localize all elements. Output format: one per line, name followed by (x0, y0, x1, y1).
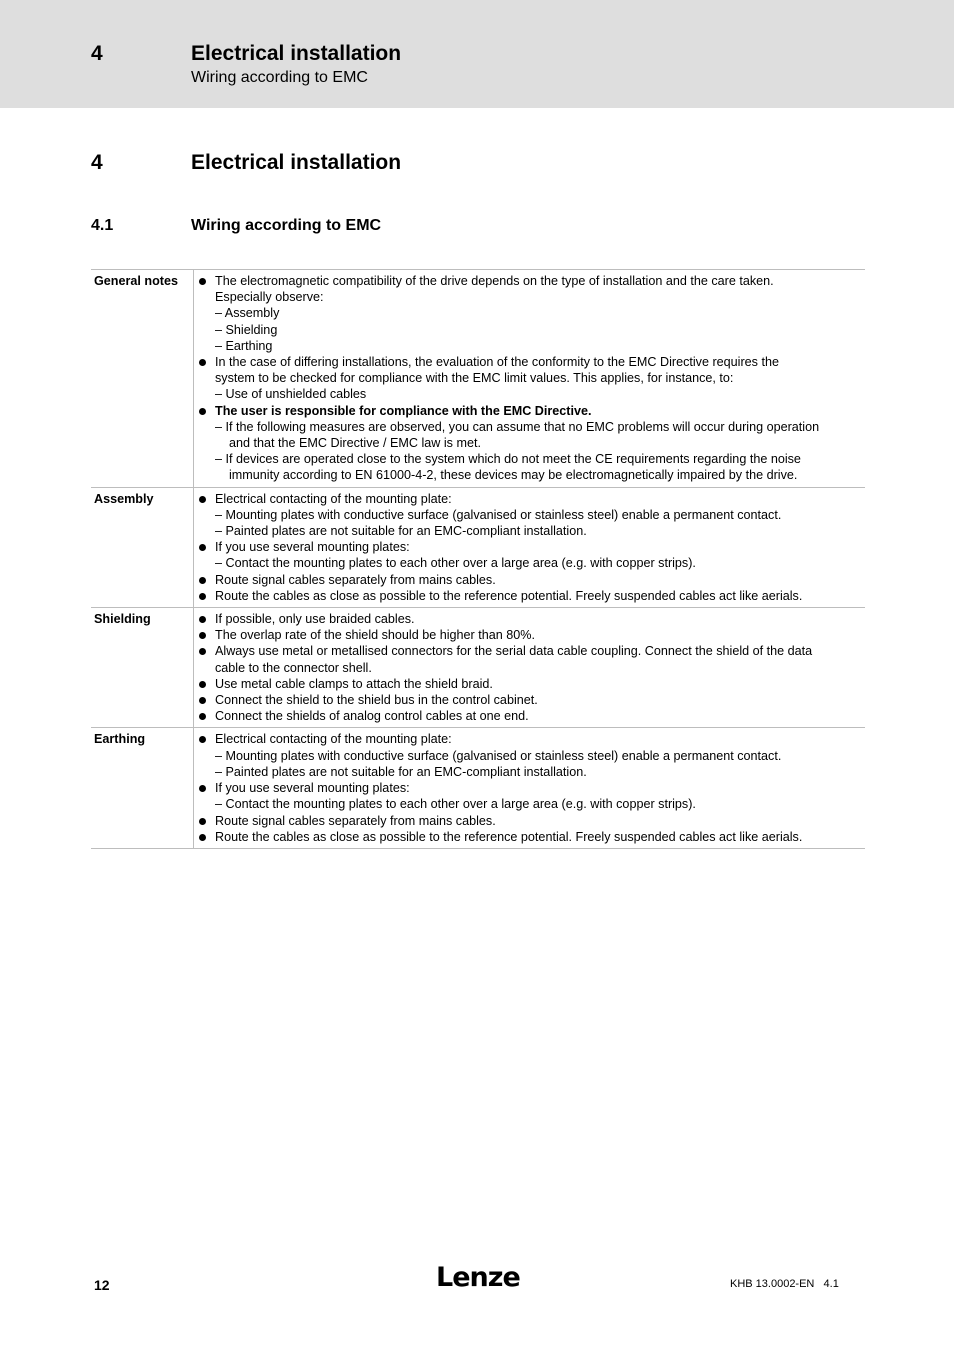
lenze-logo: Lenze (436, 1262, 520, 1293)
list-item: Connect the shield to the shield bus in the control cabinet. (197, 692, 865, 708)
list-item: Route the cables as close as possible to the reference potential. Freely suspended cables act like aerials. (197, 588, 865, 604)
row-label: Earthing (91, 728, 194, 848)
row-label: General notes (91, 270, 194, 488)
list-item: – If the following measures are observed, you can assume that no EMC problems will occur during operation (215, 419, 820, 434)
list-item: – Contact the mounting plates to each other over a large area (e.g. with copper strips). (215, 556, 696, 571)
list-item: Route signal cables separately from mains cables. (197, 572, 865, 588)
list-item: If possible, only use braided cables. (197, 611, 865, 627)
table-row (91, 487, 865, 607)
list-item: immunity according to EN 61000-4-2, these devices may be electromagnetically impaired by the drive. (229, 468, 798, 483)
list-item: Route signal cables separately from mains cables. (197, 813, 865, 829)
list-item: In the case of differing installations, the evaluation of the conformity to the EMC Directive requires the (197, 354, 865, 370)
page-header (0, 0, 954, 108)
list-item: and that the EMC Directive / EMC law is met. (229, 436, 481, 451)
emc-table (91, 269, 865, 849)
table-row (91, 270, 865, 488)
document-reference: KHB 13.0002-EN 4.1 (730, 1278, 839, 1290)
list-item: If you use several mounting plates: (197, 539, 865, 555)
row-content (194, 487, 866, 607)
header-chapter-number: 4 (91, 42, 103, 65)
list-item: – Shielding (215, 322, 278, 337)
list-item: – If devices are operated close to the system which do not meet the CE requirements regarding the noise (215, 452, 801, 467)
table-row (91, 728, 865, 848)
list-item: Use metal cable clamps to attach the shield braid. (197, 676, 865, 692)
heading1-number: 4 (91, 151, 103, 174)
list-item: – Assembly (215, 306, 280, 321)
row-label: Shielding (91, 608, 194, 728)
list-item: Always use metal or metallised connectors for the serial data cable coupling. Connect the shield of the data (197, 643, 865, 659)
row-content (194, 270, 866, 488)
list-item: – Use of unshielded cables (215, 387, 367, 402)
list-item: The user is responsible for compliance with the EMC Directive. (197, 403, 865, 419)
header-section-subtitle: Wiring according to EMC (191, 69, 368, 86)
list-item: cable to the connector shell. (215, 660, 372, 675)
list-item: – Mounting plates with conductive surface (galvanised or stainless steel) enable a permanent contact. (215, 507, 782, 522)
list-item: system to be checked for compliance with the EMC limit values. This applies, for instance, to: (215, 371, 734, 386)
list-item: – Painted plates are not suitable for an EMC-compliant installation. (215, 524, 587, 539)
list-item: If you use several mounting plates: (197, 780, 865, 796)
table-row (91, 608, 865, 728)
heading2-number: 4.1 (91, 217, 114, 234)
list-item: Connect the shields of analog control cables at one end. (197, 708, 865, 724)
list-item: Route the cables as close as possible to the reference potential. Freely suspended cables act like aerials. (197, 829, 865, 845)
list-item: – Mounting plates with conductive surface (galvanised or stainless steel) enable a permanent contact. (215, 748, 782, 763)
row-content (194, 728, 866, 848)
list-item: – Earthing (215, 338, 273, 353)
heading1-title: Electrical installation (191, 151, 402, 174)
list-item: Especially observe: (215, 290, 324, 305)
list-item: – Painted plates are not suitable for an EMC-compliant installation. (215, 764, 587, 779)
page-number: 12 (94, 1277, 110, 1293)
row-label: Assembly (91, 487, 194, 607)
row-content (194, 608, 866, 728)
list-item: – Contact the mounting plates to each other over a large area (e.g. with copper strips). (215, 797, 696, 812)
header-chapter-title: Electrical installation (191, 42, 402, 65)
heading2-title: Wiring according to EMC (191, 217, 382, 234)
list-item: Electrical contacting of the mounting plate: (197, 731, 865, 747)
list-item: The electromagnetic compatibility of the drive depends on the type of installation and the care taken. (197, 273, 865, 289)
list-item: The overlap rate of the shield should be higher than 80%. (197, 627, 865, 643)
list-item: Electrical contacting of the mounting plate: (197, 491, 865, 507)
